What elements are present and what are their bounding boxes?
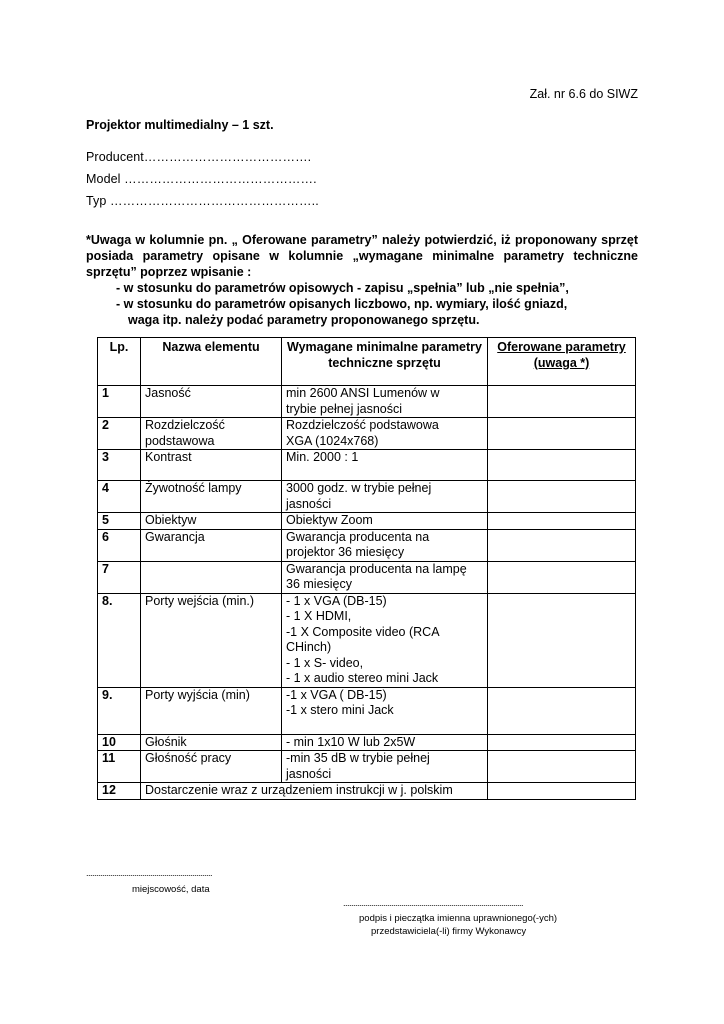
required-parameter-line: jasności (286, 766, 332, 781)
header-name: Nazwa elementu (141, 338, 282, 386)
element-name: Gwarancja (141, 529, 282, 561)
required-parameter-line: -1 x VGA ( DB-15) (286, 687, 387, 702)
required-parameter-line: CHinch) (286, 640, 332, 654)
table-row (98, 561, 636, 593)
required-parameter-line: - 1 x audio stereo mini Jack (286, 671, 439, 685)
row-number: 2 (98, 418, 141, 450)
table-header-row (98, 338, 636, 386)
element-name: Jasność (141, 386, 282, 418)
required-parameter-line: Obiektyw Zoom (286, 513, 373, 527)
row-number: 7 (98, 561, 141, 593)
required-parameter-line: Min. 2000 : 1 (286, 450, 359, 464)
required-parameter-line: - min 1x10 W lub 2x5W (286, 734, 416, 749)
typ-field: Typ ………………………………………….. (86, 194, 319, 208)
offered-parameters-cell[interactable] (488, 513, 636, 530)
spec-table (97, 337, 636, 800)
row-number: 3 (98, 450, 141, 481)
required-parameter-line: -1 X Composite video (RCA (286, 624, 440, 639)
required-parameters (282, 481, 488, 513)
required-parameter-line: trybie pełnej jasności (286, 401, 403, 416)
required-parameters (282, 751, 488, 783)
required-parameter-line: - 1 x VGA (DB-15) (286, 593, 387, 608)
row-number: 11 (98, 751, 141, 783)
element-name: Obiektyw (141, 513, 282, 530)
element-name: Kontrast (141, 450, 282, 481)
offered-parameters-cell[interactable] (488, 418, 636, 450)
place-date-signature (86, 868, 212, 895)
offered-parameters-cell[interactable] (488, 450, 636, 481)
element-name: Głośnik (141, 734, 282, 751)
offered-parameters-cell[interactable] (488, 386, 636, 418)
offered-parameters-cell[interactable] (488, 783, 636, 800)
element-name: Głośność pracy (141, 751, 282, 783)
model-field: Model ………………………………………. (86, 172, 317, 186)
offered-parameters-cell[interactable] (488, 529, 636, 561)
row-number: 12 (98, 783, 141, 800)
header-lp: Lp. (98, 338, 141, 386)
table-row (98, 687, 636, 734)
row-number: 1 (98, 386, 141, 418)
required-parameter-line: -min 35 dB w trybie pełnej (286, 751, 430, 765)
required-parameters (282, 687, 488, 734)
required-parameter-line: Rozdzielczość podstawowa (286, 418, 439, 432)
required-parameters (282, 418, 488, 450)
required-parameters (282, 593, 488, 687)
required-parameter-line: projektor 36 miesięcy (286, 545, 405, 559)
required-parameter-line: - 1 x S- video, (286, 655, 364, 670)
required-parameter-line: - 1 X HDMI, (286, 609, 352, 623)
table-row (98, 481, 636, 513)
required-parameter-line: Gwarancja producenta na lampę (286, 561, 467, 576)
table-row (98, 593, 636, 687)
signature-label-2: przedstawiciela(-li) firmy Wykonawcy (371, 926, 527, 937)
note-paragraph: *Uwaga w kolumnie pn. „ Oferowane parametry” należy potwierdzić, iż proponowany sprzęt posiada parametry opisane w kolumnie „wymagane minimalne parametry techniczne sprzętu” poprzez wpisanie : (86, 233, 638, 279)
place-date-label: miejscowość, data (132, 884, 210, 895)
element-name: Żywotność lampy (141, 481, 282, 513)
header-required: Wymagane minimalne parametry techniczne sprzętu (282, 338, 488, 386)
required-parameter-line: min 2600 ANSI Lumenów w (286, 386, 440, 400)
signature-line: .......................................................................................... (343, 898, 524, 908)
required-parameters (282, 561, 488, 593)
row-number: 4 (98, 481, 141, 513)
element-name: Porty wyjścia (min) (141, 687, 282, 734)
row-number: 10 (98, 734, 141, 751)
offered-parameters-cell[interactable] (488, 593, 636, 687)
required-parameter-line: jasności (286, 496, 332, 511)
offered-parameters-cell[interactable] (488, 687, 636, 734)
producent-field: Producent…………………………………. (86, 150, 312, 164)
element-name (141, 561, 282, 593)
note-item-1: - w stosunku do parametrów opisowych - zapisu „spełnia” lub „nie spełnia”, (116, 281, 569, 295)
table-row (98, 529, 636, 561)
signature-label-1: podpis i pieczątka imienna uprawnionego(-ych) (359, 913, 558, 924)
offered-parameters-cell[interactable] (488, 751, 636, 783)
table-row (98, 783, 636, 800)
required-parameter-line: -1 x stero mini Jack (286, 703, 394, 717)
row-number: 9. (98, 687, 141, 734)
attachment-label: Zał. nr 6.6 do SIWZ (529, 87, 638, 101)
required-parameters (282, 529, 488, 561)
place-date-line: ............................................................... (86, 868, 213, 878)
table-row (98, 734, 636, 751)
offered-parameters-cell[interactable] (488, 481, 636, 513)
required-parameter-line: 36 miesięcy (286, 577, 352, 591)
document-title: Projektor multimedialny – 1 szt. (86, 118, 274, 132)
table-row (98, 513, 636, 530)
delivery-instructions: Dostarczenie wraz z urządzeniem instrukcji w j. polskim (141, 783, 488, 800)
offered-parameters-cell[interactable] (488, 561, 636, 593)
contractor-signature (343, 898, 557, 937)
note-block (86, 232, 638, 328)
table-row (98, 450, 636, 481)
required-parameter-line: 3000 godz. w trybie pełnej (286, 481, 432, 495)
offered-parameters-cell[interactable] (488, 734, 636, 751)
table-row (98, 751, 636, 783)
note-item-2: - w stosunku do parametrów opisanych liczbowo, np. wymiary, ilość gniazd, (116, 297, 568, 311)
required-parameter-line: Gwarancja producenta na (286, 529, 430, 544)
required-parameters (282, 386, 488, 418)
element-name: Rozdzielczość podstawowa (141, 418, 282, 450)
required-parameters (282, 734, 488, 751)
element-name: Porty wejścia (min.) (141, 593, 282, 687)
required-parameters (282, 450, 488, 481)
row-number: 8. (98, 593, 141, 687)
note-item-2-cont: waga itp. należy podać parametry proponowanego sprzętu. (128, 313, 480, 327)
row-number: 5 (98, 513, 141, 530)
header-offered: Oferowane parametry (uwaga *) (488, 338, 636, 386)
required-parameters (282, 513, 488, 530)
row-number: 6 (98, 529, 141, 561)
table-row (98, 386, 636, 418)
table-row (98, 418, 636, 450)
required-parameter-line: XGA (1024x768) (286, 433, 379, 448)
